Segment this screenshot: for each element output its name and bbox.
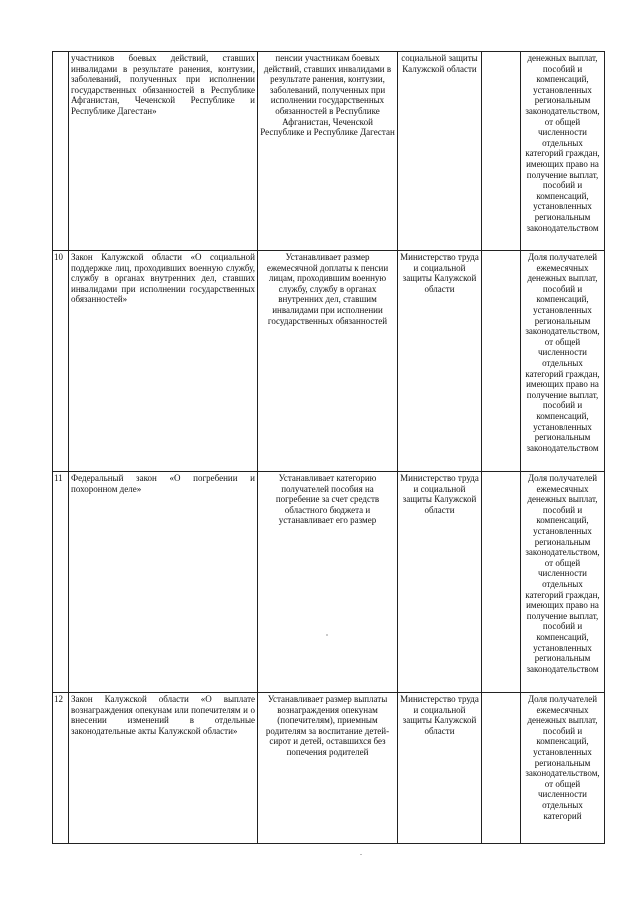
executor-cell (398, 251, 482, 472)
legal-act-text: Закон Калужской области «О социальной поддержке лиц, проходивших военную службу, службу в органах внутренних дел, ставших инвалидами при исполнении государственных обязанностей» (71, 252, 255, 305)
table-row (53, 251, 605, 472)
indicator-cell (521, 52, 605, 251)
executor-cell (398, 693, 482, 844)
indicator-cell (521, 472, 605, 693)
legal-act-cell (69, 52, 258, 251)
scan-speck (326, 634, 328, 636)
table-row (53, 472, 605, 693)
scan-speck (360, 854, 362, 855)
indicator-text: Доля получателей ежемесячных денежных выплат, пособий и компенсаций, установленных региональным законодательством, от общей численности отдельных категорий (525, 694, 600, 821)
legal-act-cell (69, 472, 258, 693)
executor-cell (398, 472, 482, 693)
empty-cell (482, 251, 521, 472)
act-content-cell (258, 472, 398, 693)
act-content-text: Устанавливает категорию получателей пособия на погребение за счет средств областного бюджета и устанавливает его размер (275, 473, 380, 526)
indicator-text: Доля получателей ежемесячных денежных выплат, пособий и компенсаций, установленных региональным законодательством, от общей численности отдельных категорий граждан, имеющих право на получение выплат, пособий и компенсаций, установленных региональным законодательством (525, 473, 600, 674)
indicator-cell (521, 693, 605, 844)
row-number (53, 52, 69, 251)
act-content-cell (258, 693, 398, 844)
executor-cell (398, 52, 482, 251)
legal-act-text: участников боевых действий, ставших инвалидами в результате ранения, контузии, заболеваний, полученных при исполнении государственных обязанностей в Республике Афганистан, Чеченской Республике и Республике Дагестан» (71, 53, 255, 116)
indicator-text: денежных выплат, пособий и компенсаций, установленных региональным законодательством, от общей численности отдельных категорий граждан, имеющих право на получение выплат, пособий и компенсаций, установленных региональным законодательством (525, 53, 600, 233)
executor-text: Министерство труда и социальной защиты Калужской области (400, 473, 479, 515)
empty-cell (482, 693, 521, 844)
row-number: 12 (53, 693, 69, 844)
legal-act-cell (69, 693, 258, 844)
act-content-text: Устанавливает размер ежемесячной доплаты к пенсии лицам, проходившим военную службу, службу в органах внутренних дел, ставшим инвалидами при исполнении государственных обязанностей (266, 252, 389, 326)
table-row (53, 693, 605, 844)
row-number: 11 (53, 472, 69, 693)
legal-act-cell (69, 251, 258, 472)
act-content-cell (258, 52, 398, 251)
empty-cell (482, 52, 521, 251)
act-content-text: Устанавливает размер выплаты вознаграждения опекунам (попечителям), приемным родителям за воспитание детей-сирот и детей, оставшихся без попечения родителей (265, 694, 390, 757)
legal-act-text: Федеральный закон «О погребении и похоронном деле» (71, 473, 255, 494)
empty-cell (482, 472, 521, 693)
executor-text: социальной защиты Калужской области (401, 53, 478, 74)
row-number: 10 (53, 251, 69, 472)
legal-act-text: Закон Калужской области «О выплате вознаграждения опекунам или попечителям и о внесении изменений в отдельные законодательные акты Калужской области» (71, 694, 255, 736)
act-content-cell (258, 251, 398, 472)
legal-acts-table (52, 51, 605, 844)
executor-text: Министерство труда и социальной защиты Калужской области (400, 694, 479, 736)
act-content-text: пенсии участникам боевых действий, ставших инвалидами в результате ранения, контузии, заболеваний, полученных при исполнении государственных обязанностей в Республике Афганистан, Чеченской Республике и Республике Дагестан (260, 53, 395, 138)
indicator-text: Доля получателей ежемесячных денежных выплат, пособий и компенсаций, установленных региональным законодательством, от общей численности отдельных категорий граждан, имеющих право на получение выплат, пособий и компенсаций, установленных региональным законодательством (525, 252, 600, 453)
executor-text: Министерство труда и социальной защиты Калужской области (400, 252, 479, 294)
indicator-cell (521, 251, 605, 472)
table-row (53, 52, 605, 251)
